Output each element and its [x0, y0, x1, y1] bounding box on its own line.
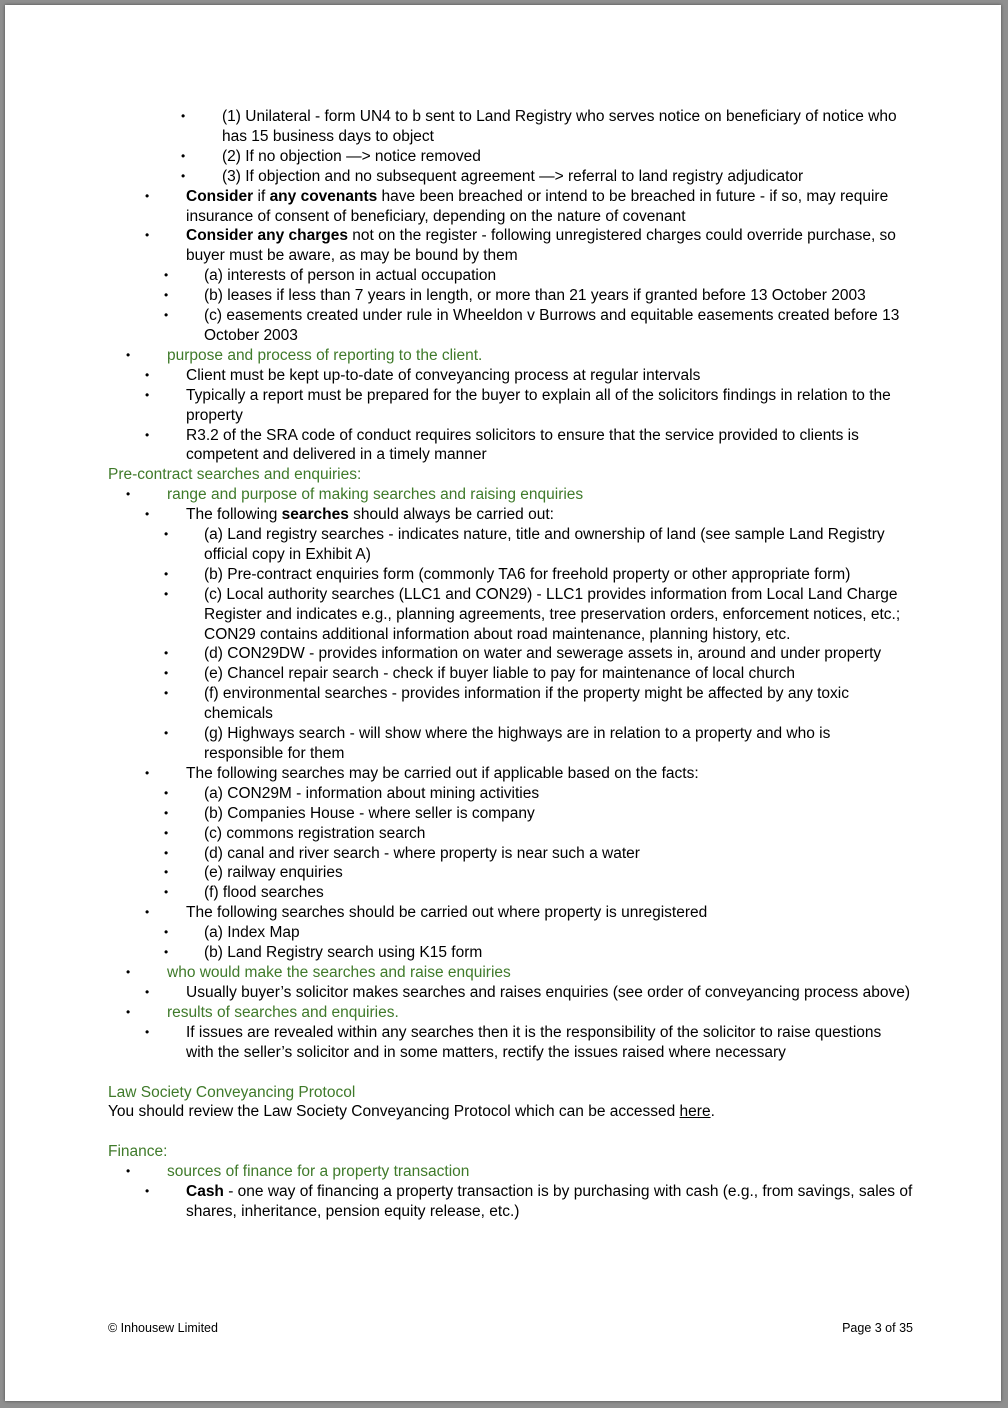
page-number: Page 3 of 35: [842, 1321, 913, 1335]
bullet-icon: •: [181, 109, 186, 123]
list-item: [108, 863, 913, 883]
list-item: [108, 684, 913, 724]
list-item: [108, 903, 913, 923]
list-item: [108, 644, 913, 664]
list-item-text: (c) Local authority searches (LLC1 and CON29) - LLC1 provides information from Local Land Charge Register and indicates e.g., planning agreements, tree preservation orders, enforcement notices, etc.; CON29 contains additional information about road maintenance, planning history, etc.: [204, 585, 901, 643]
list-item: [108, 923, 913, 943]
list-item: [108, 585, 913, 645]
list-item: [108, 844, 913, 864]
list-item: [108, 1182, 913, 1222]
bullet-icon: •: [164, 805, 169, 820]
list-item-text: (a) CON29M - information about mining activities: [204, 784, 540, 802]
bullet-icon: •: [164, 945, 169, 960]
bullet-icon: •: [164, 845, 169, 860]
list-item-text: (d) CON29DW - provides information on water and sewerage assets in, around and under property: [204, 645, 882, 663]
list-item-text: sources of finance for a property transaction: [167, 1163, 470, 1181]
bullet-icon: •: [181, 148, 186, 163]
bullet-icon: •: [164, 586, 169, 601]
list-item-text: (b) Companies House - where seller is company: [204, 804, 535, 822]
list-item: [108, 107, 913, 147]
bullet-icon: •: [164, 885, 169, 900]
list-item-text: (c) commons registration search: [204, 824, 426, 842]
list-item: [108, 1003, 913, 1023]
list-item-text: purpose and process of reporting to the client.: [167, 346, 483, 364]
precontract-heading: Pre-contract searches and enquiries:: [108, 466, 362, 484]
protocol-heading: Law Society Conveyancing Protocol: [108, 1083, 356, 1101]
bullet-icon: •: [145, 1024, 150, 1039]
list-item: [108, 525, 913, 565]
list-item: [108, 565, 913, 585]
list-item-text: (d) canal and river search - where property is near such a water: [204, 844, 640, 862]
list-item: [108, 943, 913, 963]
bullet-icon: •: [164, 268, 169, 283]
list-item-text: (3) If objection and no subsequent agreement —> referral to land registry adjudicator: [222, 167, 804, 185]
list-item: [108, 784, 913, 804]
precontract-list: [108, 485, 913, 1062]
bullet-icon: •: [126, 1004, 131, 1019]
bullet-icon: •: [145, 367, 150, 382]
protocol-text-end: .: [710, 1103, 715, 1121]
list-item-text: R3.2 of the SRA code of conduct requires solicitors to ensure that the service provided to clients is competent and delivered in a timely manner: [186, 426, 859, 464]
bullet-icon: •: [126, 347, 131, 362]
bullet-icon: •: [164, 785, 169, 800]
list-item: [108, 226, 913, 266]
list-item: [108, 824, 913, 844]
list-item: [108, 883, 913, 903]
bullet-icon: •: [145, 984, 150, 999]
list-item: [108, 147, 913, 167]
list-item: [108, 764, 913, 784]
list-item-text: Usually buyer’s solicitor makes searches and raises enquiries (see order of conveyancing process above): [186, 983, 910, 1001]
list-item-text: The following searches may be carried out if applicable based on the facts:: [186, 764, 699, 782]
document-page: [5, 5, 1001, 1401]
list-item-text: (g) Highways search - will show where the highways are in relation to a property and who is responsible for them: [204, 725, 831, 762]
list-item: [108, 386, 913, 426]
spacer: [108, 1063, 913, 1083]
list-item: [108, 505, 913, 525]
list-item-text: (f) flood searches: [204, 884, 324, 902]
protocol-link[interactable]: here: [679, 1103, 711, 1121]
list-item: [108, 266, 913, 286]
top-list: [108, 107, 913, 465]
list-item-text: (e) railway enquiries: [204, 864, 343, 882]
bullet-icon: •: [181, 168, 186, 183]
bullet-icon: •: [145, 905, 150, 920]
list-item: [108, 167, 913, 187]
bullet-icon: •: [164, 646, 169, 661]
list-item: [108, 804, 913, 824]
list-item-text: results of searches and enquiries.: [167, 1003, 399, 1021]
bullet-icon: •: [164, 288, 169, 303]
spacer: [108, 1122, 913, 1142]
list-item-text: The following searches should always be carried out:: [186, 506, 554, 524]
bullet-icon: •: [164, 566, 169, 581]
list-item-text: (e) Chancel repair search - check if buyer liable to pay for maintenance of local church: [204, 665, 796, 683]
copyright-text: © Inhousew Limited: [108, 1321, 218, 1335]
list-item: [108, 664, 913, 684]
list-item: [108, 963, 913, 983]
list-item-text: range and purpose of making searches and raising enquiries: [167, 486, 584, 504]
page-content: [108, 107, 913, 1222]
list-item-text: (a) Index Map: [204, 924, 300, 942]
list-item: [108, 724, 913, 764]
list-item-text: (a) interests of person in actual occupation: [204, 267, 497, 285]
list-item-text: (b) leases if less than 7 years in length, or more than 21 years if granted before 13 October 2003: [204, 287, 866, 305]
list-item-text: If issues are revealed within any searches then it is the responsibility of the solicitor to raise questions with the seller’s solicitor and in some matters, rectify the issues raised where necessary: [186, 1023, 882, 1061]
list-item-text: (b) Land Registry search using K15 form: [204, 944, 483, 962]
list-item-text: Cash - one way of financing a property transaction is by purchasing with cash (e.g., from savings, sales of shares, inheritance, pension equity release, etc.): [186, 1183, 913, 1221]
bullet-icon: •: [145, 387, 150, 402]
list-item: [108, 366, 913, 386]
list-item-text: (c) easements created under rule in Wheeldon v Burrows and equitable easements created before 13 October 2003: [204, 307, 900, 344]
list-item-text: Consider any charges not on the register - following unregistered charges could override purchase, so buyer must be aware, as may be bound by them: [186, 227, 896, 265]
list-item: [108, 426, 913, 466]
list-item: [108, 346, 913, 366]
finance-heading: Finance:: [108, 1143, 168, 1161]
list-item-text: The following searches should be carried out where property is unregistered: [186, 904, 708, 922]
list-item-text: (1) Unilateral - form UN4 to b sent to Land Registry who serves notice on beneficiary of notice who has 15 business days to object: [222, 108, 897, 145]
bullet-icon: •: [145, 1184, 150, 1199]
bullet-icon: •: [164, 825, 169, 840]
list-item: [108, 983, 913, 1003]
list-item-text: (b) Pre-contract enquiries form (commonly TA6 for freehold property or other appropriate form): [204, 565, 851, 583]
protocol-paragraph: [108, 1102, 913, 1122]
list-item-text: Consider if any covenants have been breached or intend to be breached in future - if so, may require insurance of consent of beneficiary, depending on the nature of covenant: [186, 187, 889, 225]
bullet-icon: •: [164, 666, 169, 681]
bullet-icon: •: [126, 1164, 131, 1179]
bullet-icon: •: [145, 188, 150, 203]
list-item-text: who would make the searches and raise enquiries: [167, 963, 511, 981]
bullet-icon: •: [164, 925, 169, 940]
list-item: [108, 306, 913, 346]
bullet-icon: •: [164, 726, 169, 741]
bullet-icon: •: [126, 964, 131, 979]
protocol-text: You should review the Law Society Conveyancing Protocol which can be accessed: [108, 1103, 680, 1121]
list-item: [108, 286, 913, 306]
list-item: [108, 187, 913, 227]
bullet-icon: •: [145, 228, 150, 243]
list-item: [108, 1023, 913, 1063]
bullet-icon: •: [145, 427, 150, 442]
bullet-icon: •: [145, 507, 150, 522]
list-item-text: Typically a report must be prepared for the buyer to explain all of the solicitors findings in relation to the property: [186, 386, 891, 424]
bullet-icon: •: [164, 686, 169, 701]
bullet-icon: •: [164, 865, 169, 880]
bullet-icon: •: [164, 308, 169, 323]
list-item-text: (a) Land registry searches - indicates nature, title and ownership of land (see sample Land Registry official copy in Exhibit A): [204, 526, 885, 563]
list-item-text: Client must be kept up-to-date of conveyancing process at regular intervals: [186, 366, 701, 384]
finance-list: [108, 1162, 913, 1222]
bullet-icon: •: [126, 487, 131, 502]
list-item: [108, 1162, 913, 1182]
list-item-text: (2) If no objection —> notice removed: [222, 147, 481, 165]
list-item-text: (f) environmental searches - provides information if the property might be affected by any toxic chemicals: [204, 685, 849, 723]
bullet-icon: •: [164, 527, 169, 542]
list-item: [108, 485, 913, 505]
bullet-icon: •: [145, 765, 150, 780]
